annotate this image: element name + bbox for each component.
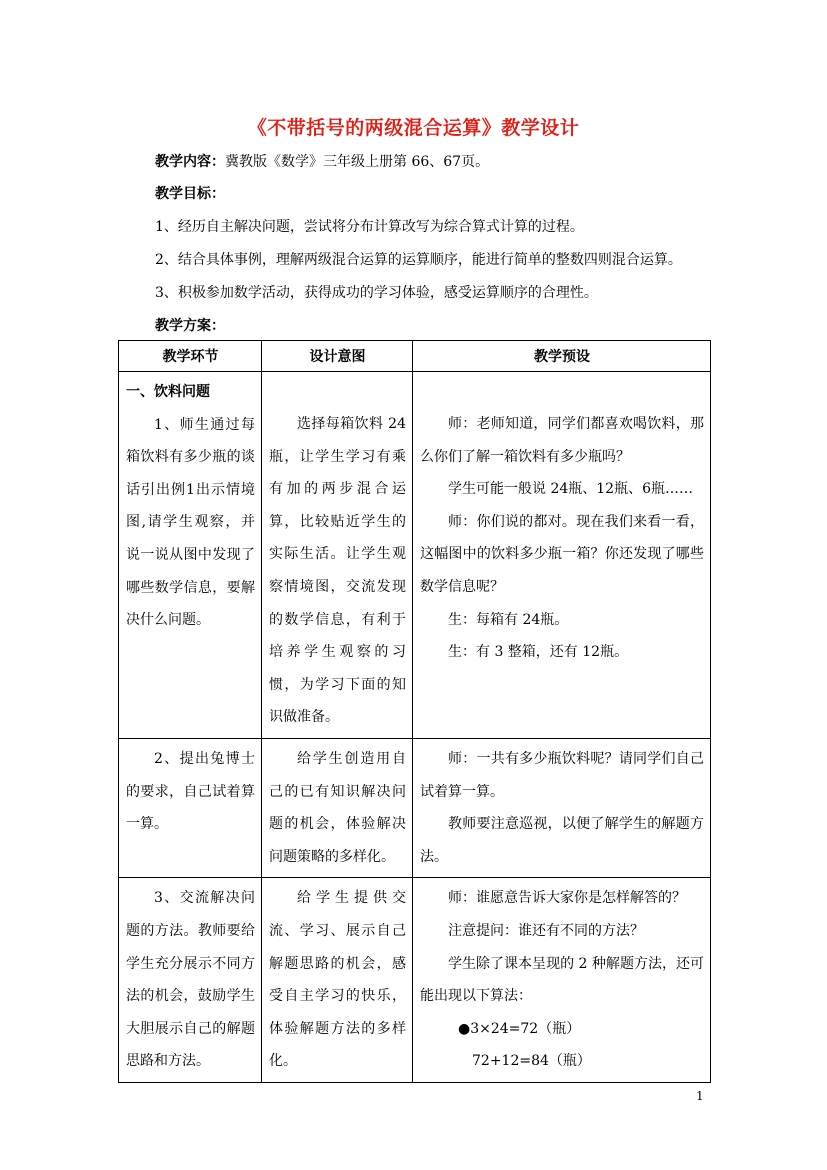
preset-text: 生：有 3 整箱，还有 12瓶。 [448,644,629,661]
goal-item-1: 1、经历自主解决问题，尝试将分布计算改写为综合算式计算的过程。 [155,219,584,235]
goals-label: 教学目标： [155,186,225,202]
table-row [119,372,711,739]
row2-preset-cell [413,738,711,877]
step-text: 2、提出兔博士的要求，自己试着算一算。 [126,750,255,833]
header-step: 教学环节 [119,341,262,372]
row2-intent-cell [262,738,413,877]
preset-text: 生：每箱有 24瓶。 [448,611,569,628]
document-title: 《不带括号的两级混合运算》教学设计 [247,117,580,139]
plan-table [118,340,711,1083]
preset-text: 师：谁愿意告诉大家你是怎样解答的？ [448,890,686,907]
preset-text: 学生可能一般说 24瓶、12瓶、6瓶…… [448,481,693,498]
row3-intent-cell [262,878,413,1083]
intent-text: 给学生提供交流、学习、展示自己解题思路的机会，感受自主学习的快乐，体验解题方法的多样化。 [269,890,406,1070]
formula-line: 72+12=84（瓶） [472,1053,591,1070]
header-preset: 教学预设 [413,341,711,372]
preset-text: 师：老师知道，同学们都喜欢喝饮料，那么你们了解一箱饮料有多少瓶吗？ [420,416,704,465]
row1-intent-cell [262,372,413,739]
step-text: 1、师生通过每箱饮料有多少瓶的谈话引出例1出示情境图,请学生观察，并说一说从图中发现了哪些数学信息，要解决什么问题。 [126,416,255,629]
preset-text: 师：一共有多少瓶饮料呢？请同学们自己试着算一算。 [420,750,704,800]
table-row [119,738,711,877]
preset-text: 学生除了课本呈现的 2 种解题方法，还可能出现以下算法： [420,955,704,1005]
page-number: 1 [696,1089,704,1103]
formula-line: ●3×24=72（瓶） [458,1020,581,1037]
goal-item-3: 3、积极参加数学活动，获得成功的学习体验，感受运算顺序的合理性。 [155,285,598,301]
content-text: 冀教版《数学》三年级上册第 66、67页。 [225,154,490,170]
intent-text: 给学生创造用自己的已有知识解决问题的机会，体验解决问题策略的多样化。 [269,750,406,865]
table-header-row [119,341,711,372]
header-intent: 设计意图 [262,341,413,372]
content-label: 教学内容： [155,154,225,170]
section-heading: 一、饮料问题 [126,384,210,400]
goal-item-2: 2、结合具体事例，理解两级混合运算的运算顺序，能进行简单的整数四则混合运算。 [155,252,682,268]
plan-label: 教学方案： [155,318,225,334]
row1-step-cell [119,372,262,739]
preset-text: 教师要注意巡视，以便了解学生的解题方法。 [420,816,704,865]
preset-text: 师：你们说的都对。现在我们来看一看，这幅图中的饮料多少瓶一箱？你还发现了哪些数学信息呢？ [420,513,704,595]
intent-text: 选择每箱饮料 24瓶，让学生学习有乘有加的两步混合运算，比较贴近学生的实际生活。让学生观察情境图，交流发现的数学信息，有利于培养学生观察的习惯，为学习下面的知识做准备。 [269,416,406,726]
row2-step-cell [119,738,262,877]
row3-preset-cell [413,878,711,1083]
content-line [155,152,489,172]
step-text: 3、交流解决问题的方法。教师要给学生充分展示不同方法的机会，鼓励学生大胆展示自己的解题思路和方法。 [126,890,255,1070]
row3-step-cell [119,878,262,1083]
table-row [119,878,711,1083]
row1-preset-cell [413,372,711,739]
preset-text: 注意提问：谁还有不同的方法？ [448,922,644,939]
